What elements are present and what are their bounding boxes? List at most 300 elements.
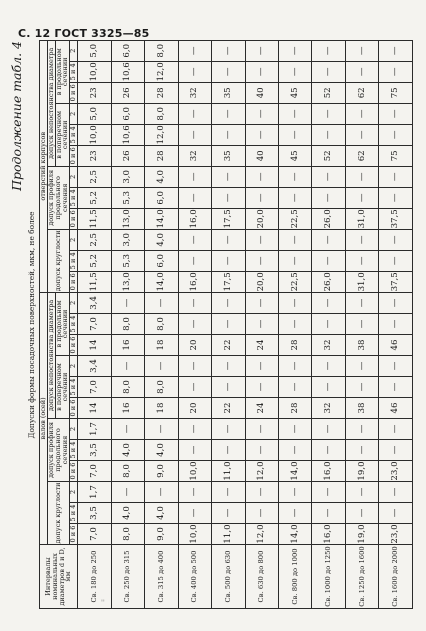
table-cell: 23,0 (379, 524, 413, 545)
class-header: 0 и 6 (70, 145, 78, 166)
table-cell: — (111, 292, 144, 313)
table-cell: — (212, 40, 245, 61)
table-row (178, 40, 211, 608)
table-cell: — (245, 356, 278, 377)
table-cell: 20,0 (245, 208, 278, 229)
table-cell: — (212, 503, 245, 524)
table-cell: — (212, 377, 245, 398)
class-header: 2 (70, 166, 78, 187)
table-cell: 16,0 (312, 524, 345, 545)
table-cell: 18 (145, 335, 178, 356)
table-cell: — (312, 419, 345, 440)
table-cell: — (278, 124, 311, 145)
table-cell: — (245, 61, 278, 82)
table-cell: — (212, 440, 245, 461)
table-cell: 38 (345, 335, 378, 356)
table-cell: 4,0 (111, 440, 144, 461)
table-cell: 3,0 (111, 229, 144, 250)
profile-shafts-header: допуск профиля продольного сечения (47, 419, 69, 482)
table-cell: — (379, 229, 413, 250)
table-cell: — (312, 482, 345, 503)
table-cell: 28 (278, 335, 311, 356)
table-cell: — (278, 103, 311, 124)
table-cell: — (278, 40, 311, 61)
table-cell: 10,0 (78, 124, 111, 145)
table-cell: — (345, 377, 378, 398)
table-cell: — (178, 356, 211, 377)
table-cell: 8,0 (145, 40, 178, 61)
table-cell: — (379, 103, 413, 124)
diameter-shafts-header: допуск непостоянства диаметра (47, 292, 55, 418)
table-cell: 7,0 (78, 524, 111, 545)
table-cell: 16 (111, 335, 144, 356)
table-cell: 26,0 (312, 271, 345, 292)
table-cell: — (245, 166, 278, 187)
table-cell: — (212, 103, 245, 124)
table-cell: — (278, 61, 311, 82)
table-row (111, 40, 144, 608)
table-cell: 12,0 (145, 61, 178, 82)
table-cell: — (312, 229, 345, 250)
table-cell: 24 (245, 335, 278, 356)
table-cell: 16 (111, 398, 144, 419)
table-cell: 3,0 (111, 166, 144, 187)
table-row (278, 40, 311, 608)
table-cell: 10,0 (178, 461, 211, 482)
stray-mark: '' (101, 599, 105, 607)
table-cell: — (178, 103, 211, 124)
table-cell: 40 (245, 82, 278, 103)
housings-header: отверстий корпусов (40, 40, 48, 292)
table-cell: — (312, 503, 345, 524)
table-cell: 18 (145, 398, 178, 419)
row-label: Св. 250 до 315 (111, 545, 144, 609)
table-cell: 19,0 (345, 461, 378, 482)
table-cell: 11,5 (78, 271, 111, 292)
table-cell: 46 (379, 398, 413, 419)
table-cell: — (278, 482, 311, 503)
table-cell: — (178, 292, 211, 313)
table-cell: 35 (212, 82, 245, 103)
class-header: 5 и 4 (70, 187, 78, 208)
table-cell: — (379, 419, 413, 440)
table-cell: — (111, 482, 144, 503)
table-cell: 32 (178, 145, 211, 166)
table-cell: 24 (245, 398, 278, 419)
class-header: 2 (70, 229, 78, 250)
table-cell: 38 (345, 398, 378, 419)
table-cell: 35 (212, 145, 245, 166)
table-cell: 10,6 (111, 61, 144, 82)
tolerance-table (39, 40, 413, 609)
class-header: 5 и 4 (70, 440, 78, 461)
table-cell: 3,4 (78, 292, 111, 313)
row-label: Св. 315 до 400 (145, 545, 178, 609)
table-cell: 5,2 (78, 250, 111, 271)
table-cell: — (212, 314, 245, 335)
table-cell: — (345, 250, 378, 271)
table-cell: — (345, 314, 378, 335)
table-cell: — (312, 314, 345, 335)
class-header: 5 и 4 (70, 314, 78, 335)
table-cell: — (178, 250, 211, 271)
table-cell: 8,0 (145, 103, 178, 124)
row-label: Св. 500 до 630 (212, 545, 245, 609)
table-cell: 11,0 (212, 524, 245, 545)
table-cell: 14,0 (278, 524, 311, 545)
table-cell: — (312, 356, 345, 377)
table-cell: — (379, 250, 413, 271)
table-cell: 4,0 (145, 166, 178, 187)
table-cell: 14,0 (145, 208, 178, 229)
table-cell: — (212, 187, 245, 208)
table-cell: — (145, 356, 178, 377)
class-header: 0 и 6 (70, 524, 78, 545)
table-cell: — (245, 124, 278, 145)
table-cell: — (245, 482, 278, 503)
table-cell: — (145, 482, 178, 503)
table-cell: 52 (312, 145, 345, 166)
table-cell: — (345, 124, 378, 145)
table-cell: — (111, 356, 144, 377)
row-label: Св. 1600 до 2000 (379, 545, 413, 609)
table-cell: 46 (379, 335, 413, 356)
table-cell: 8,0 (111, 461, 144, 482)
table-cell: 17,5 (212, 208, 245, 229)
class-header: 0 и 6 (70, 461, 78, 482)
table-row (345, 40, 378, 608)
table-row (212, 40, 245, 608)
table-cell: — (212, 124, 245, 145)
table-cell: — (345, 440, 378, 461)
table-cell: 19,0 (345, 524, 378, 545)
table-cell: 31,0 (345, 208, 378, 229)
table-cell: 14,0 (278, 461, 311, 482)
table-cell: 26 (111, 145, 144, 166)
continuation-label: Продолжение табл. 4 (9, 41, 24, 191)
table-cell: — (178, 61, 211, 82)
table-cell: 45 (278, 82, 311, 103)
table-row (78, 40, 111, 608)
table-cell: 5,3 (111, 250, 144, 271)
table-cell: 9,0 (145, 524, 178, 545)
table-cell: — (345, 103, 378, 124)
table-cell: 8,0 (111, 377, 144, 398)
table-cell: 4,0 (145, 503, 178, 524)
shafts-header: валов (осей) (40, 292, 48, 544)
table-cell: — (212, 229, 245, 250)
table-cell: — (145, 292, 178, 313)
table-cell: — (212, 292, 245, 313)
table-cell: — (178, 482, 211, 503)
table-cell: 16,0 (178, 208, 211, 229)
table-cell: — (245, 419, 278, 440)
table-cell: — (245, 377, 278, 398)
table-cell: — (245, 103, 278, 124)
table-cell: 75 (379, 145, 413, 166)
table-cell: 14,0 (145, 271, 178, 292)
table-cell: 22 (212, 335, 245, 356)
table-cell: — (345, 187, 378, 208)
row-label: Св. 800 до 1000 (278, 545, 311, 609)
table-cell: — (178, 166, 211, 187)
table-cell: 32 (312, 335, 345, 356)
table-cell: — (379, 314, 413, 335)
table-cell: 2,5 (78, 166, 111, 187)
table-row (312, 40, 345, 608)
table-body (78, 40, 413, 608)
table-cell: 23,0 (379, 461, 413, 482)
table-cell: — (245, 187, 278, 208)
class-header: 0 и 6 (70, 271, 78, 292)
row-label: Св. 400 до 500 (178, 545, 211, 609)
table-cell: 7,0 (78, 314, 111, 335)
row-label: Св. 630 до 800 (245, 545, 278, 609)
table-cell: 5,0 (78, 103, 111, 124)
table-cell: 2,5 (78, 229, 111, 250)
table-cell: — (312, 61, 345, 82)
table-cell: — (178, 503, 211, 524)
table-cell: 32 (312, 398, 345, 419)
class-header: 2 (70, 292, 78, 313)
table-cell: — (312, 166, 345, 187)
class-header: 5 и 4 (70, 250, 78, 271)
table-cell: — (345, 503, 378, 524)
class-header: 2 (70, 103, 78, 124)
table-cell: 17,5 (212, 271, 245, 292)
table-cell: 28 (145, 145, 178, 166)
table-cell: — (345, 482, 378, 503)
table-cell: 20 (178, 335, 211, 356)
table-cell: — (278, 292, 311, 313)
table-cell: 20 (178, 398, 211, 419)
table-cell: 11,5 (78, 208, 111, 229)
table-cell: — (345, 419, 378, 440)
table-cell: 8,0 (111, 314, 144, 335)
table-cell: 31,0 (345, 271, 378, 292)
table-cell: — (212, 356, 245, 377)
interval-header: Интервалы номинальных диаметров d и D, мм (40, 545, 78, 609)
table-cell: — (245, 40, 278, 61)
table-cell: 4,0 (111, 503, 144, 524)
table-cell: 6,0 (145, 250, 178, 271)
table-cell: 14 (78, 335, 111, 356)
table-cell: — (379, 124, 413, 145)
table-cell: 22,5 (278, 271, 311, 292)
table-cell: — (212, 250, 245, 271)
table-cell: — (178, 377, 211, 398)
roundness-holes-header: допуск круглости (47, 229, 69, 292)
table-cell: — (111, 419, 144, 440)
table-cell: 14 (78, 398, 111, 419)
table-cell: 10,0 (78, 61, 111, 82)
table-cell: — (278, 377, 311, 398)
table-row (145, 40, 178, 608)
table-cell: — (379, 503, 413, 524)
table-cell: 6,0 (111, 103, 144, 124)
cross-section-holes-header: в поперечном сечении (55, 103, 70, 166)
table-cell: — (278, 166, 311, 187)
class-header: 5 и 4 (70, 503, 78, 524)
class-header: 2 (70, 356, 78, 377)
table-cell: — (212, 482, 245, 503)
table-cell: — (245, 440, 278, 461)
table-cell: 62 (345, 82, 378, 103)
table-cell: — (345, 61, 378, 82)
table-cell: — (312, 250, 345, 271)
profile-holes-header: допуск профиля продольного сечения (47, 166, 69, 229)
table-cell: 13,0 (111, 271, 144, 292)
table-cell: — (312, 40, 345, 61)
table-cell: 12,0 (245, 524, 278, 545)
table-cell: — (345, 356, 378, 377)
table-cell: — (379, 166, 413, 187)
table-cell: 26 (111, 82, 144, 103)
table-cell: — (379, 61, 413, 82)
class-header: 5 и 4 (70, 124, 78, 145)
table-cell: — (212, 61, 245, 82)
table-cell: 23 (78, 82, 111, 103)
table-cell: — (178, 40, 211, 61)
table-cell: — (178, 419, 211, 440)
class-header: 5 и 4 (70, 377, 78, 398)
table-cell: 5,3 (111, 187, 144, 208)
table-cell: 20,0 (245, 271, 278, 292)
row-label: Св. 1250 до 1600 (345, 545, 378, 609)
table-cell: — (178, 187, 211, 208)
table-cell: — (379, 292, 413, 313)
table-row (379, 40, 413, 608)
table-row (245, 40, 278, 608)
class-header: 0 и 6 (70, 335, 78, 356)
table-cell: — (178, 229, 211, 250)
table-cell: — (379, 187, 413, 208)
table-cell: 8,0 (145, 314, 178, 335)
table-cell: — (278, 314, 311, 335)
table-cell: — (312, 440, 345, 461)
table-cell: 16,0 (178, 271, 211, 292)
table-cell: 23 (78, 145, 111, 166)
table-cell: 7,0 (78, 461, 111, 482)
table-cell: 9,0 (145, 461, 178, 482)
table-cell: 5,2 (78, 187, 111, 208)
table-cell: — (245, 292, 278, 313)
table-cell: — (245, 503, 278, 524)
table-cell: 3,5 (78, 503, 111, 524)
class-header: 0 и 6 (70, 82, 78, 103)
table-cell: 5,0 (78, 40, 111, 61)
roundness-shafts-header: допуск круглости (47, 482, 69, 545)
table-cell: 37,5 (379, 271, 413, 292)
table-cell: — (379, 356, 413, 377)
table-cell: — (379, 377, 413, 398)
table-cell: 4,0 (145, 440, 178, 461)
table-cell: — (278, 250, 311, 271)
table-cell: 6,0 (145, 187, 178, 208)
table-cell: 3,4 (78, 356, 111, 377)
table-cell: 4,0 (145, 229, 178, 250)
table-cell: 28 (278, 398, 311, 419)
table-cell: — (178, 124, 211, 145)
row-label: Св. 180 до 250 (78, 545, 111, 609)
long-section-shafts-header: в продольном сечении (55, 292, 70, 355)
table-cell: 52 (312, 82, 345, 103)
table-cell: — (312, 292, 345, 313)
table-cell: 3,5 (78, 440, 111, 461)
table-cell: — (379, 482, 413, 503)
table-cell: 8,0 (145, 377, 178, 398)
table-cell: 40 (245, 145, 278, 166)
table-cell: 75 (379, 82, 413, 103)
table-title: Допуски формы посадочных поверхностей, мкм, не более (27, 211, 36, 439)
cross-section-shafts-header: в поперечном сечении (55, 356, 70, 419)
table-cell: — (278, 229, 311, 250)
table-cell: — (312, 124, 345, 145)
table-cell: — (278, 356, 311, 377)
table-cell: 12,0 (245, 461, 278, 482)
table-cell: 22,5 (278, 208, 311, 229)
table-cell: 8,0 (111, 524, 144, 545)
class-header: 5 и 4 (70, 61, 78, 82)
table-cell: 26,0 (312, 208, 345, 229)
page-header: С. 12 ГОСТ 3325—85 (18, 27, 150, 40)
row-label: Св. 1000 до 1250 (312, 545, 345, 609)
table-cell: 7,0 (78, 377, 111, 398)
table-cell: — (245, 314, 278, 335)
table-cell: 22 (212, 398, 245, 419)
class-header: 0 и 6 (70, 208, 78, 229)
table-cell: — (345, 292, 378, 313)
table-cell: — (178, 314, 211, 335)
table-cell: 32 (178, 82, 211, 103)
table-cell: — (379, 440, 413, 461)
table-cell: 11,0 (212, 461, 245, 482)
class-header: 2 (70, 40, 78, 61)
bearing-classes-row (70, 40, 78, 608)
table-cell: — (278, 440, 311, 461)
table-cell: 16,0 (312, 461, 345, 482)
table-cell: 1,7 (78, 482, 111, 503)
table-cell: 1,7 (78, 419, 111, 440)
table-cell: — (312, 377, 345, 398)
table-cell: 6,0 (111, 40, 144, 61)
table-cell: — (212, 166, 245, 187)
long-section-holes-header: в продольном сечении (55, 40, 70, 103)
table-cell: 37,5 (379, 208, 413, 229)
table-cell: — (312, 187, 345, 208)
class-header: 0 и 6 (70, 398, 78, 419)
table-cell: 12,0 (145, 124, 178, 145)
table-cell: — (379, 40, 413, 61)
table-cell: 10,6 (111, 124, 144, 145)
table-cell: 28 (145, 82, 178, 103)
table-cell: — (278, 187, 311, 208)
table-cell: — (145, 419, 178, 440)
table-cell: — (245, 250, 278, 271)
table-cell: — (312, 103, 345, 124)
table-cell: — (245, 229, 278, 250)
table-cell: — (178, 440, 211, 461)
table-cell: 13,0 (111, 208, 144, 229)
table-cell: 62 (345, 145, 378, 166)
table-cell: — (278, 419, 311, 440)
rotated-table-block (8, 35, 416, 615)
class-header: 2 (70, 482, 78, 503)
table-cell: — (278, 503, 311, 524)
table-cell: — (212, 419, 245, 440)
table-cell: 10,0 (178, 524, 211, 545)
table-cell: — (345, 229, 378, 250)
